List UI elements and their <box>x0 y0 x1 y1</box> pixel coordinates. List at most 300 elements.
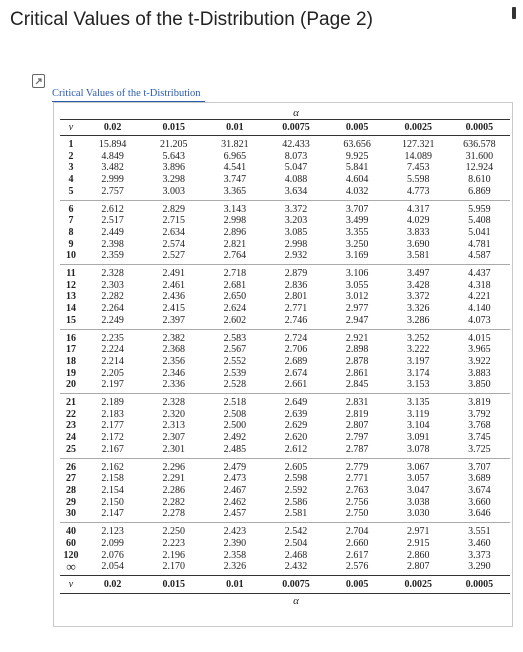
value-cell: 2.998 <box>284 238 308 250</box>
value-cell: 3.355 <box>345 226 369 238</box>
value-cell: 2.264 <box>101 303 124 315</box>
column-header: 0.02 <box>82 120 143 136</box>
value-cell: 2.624 <box>223 303 247 315</box>
value-cell: 3.298 <box>162 174 185 186</box>
value-cell: 5.959 <box>468 203 491 215</box>
value-cell: 4.088 <box>284 174 308 186</box>
value-cell: 2.971 <box>406 526 430 538</box>
value-cell: 3.038 <box>406 496 430 508</box>
value-cell: 42.433 <box>282 139 310 150</box>
table-row <box>60 485 510 497</box>
value-cell: 2.346 <box>162 367 185 379</box>
row-group <box>60 136 510 201</box>
value-cell: 21.205 <box>159 139 188 150</box>
value-cell: 2.674 <box>284 367 308 379</box>
value-cell: 2.457 <box>204 508 265 522</box>
df-cell: 120 <box>63 549 79 561</box>
value-cell: 2.527 <box>143 250 204 264</box>
df-cell: 16 <box>66 332 77 344</box>
value-cell: 2.998 <box>223 215 247 227</box>
value-cell: 5.598 <box>406 174 430 186</box>
value-cell: 2.197 <box>82 379 143 393</box>
value-cell: 2.746 <box>265 315 326 329</box>
df-cell: 15 <box>60 315 82 329</box>
value-cell: 3.646 <box>449 508 510 522</box>
value-cell: 4.318 <box>468 279 491 291</box>
table-row <box>60 303 510 315</box>
value-cell: 2.861 <box>345 367 369 379</box>
value-cell: 2.461 <box>162 279 185 291</box>
row-group <box>60 200 510 265</box>
value-cell: 2.423 <box>223 526 247 538</box>
df-cell: 29 <box>66 496 77 508</box>
column-header: 0.015 <box>143 120 204 136</box>
value-cell: 2.650 <box>223 291 247 303</box>
df-cell: 27 <box>66 473 77 485</box>
value-cell: 2.629 <box>284 420 308 432</box>
value-cell: 2.397 <box>143 315 204 329</box>
value-cell: 2.807 <box>388 561 449 575</box>
value-cell: 2.829 <box>162 203 185 215</box>
value-cell: 3.373 <box>468 549 491 561</box>
value-cell: 3.047 <box>406 484 430 496</box>
value-cell: 2.689 <box>284 355 308 367</box>
value-cell: 2.639 <box>284 408 308 420</box>
value-cell: 3.365 <box>204 186 265 200</box>
value-cell: 2.170 <box>143 561 204 575</box>
value-cell: 15.894 <box>98 139 127 150</box>
value-cell: 2.634 <box>162 226 185 238</box>
df-cell: 14 <box>66 303 77 315</box>
expand-icon[interactable] <box>32 74 45 88</box>
value-cell: 2.576 <box>327 561 388 575</box>
df-cell: 8 <box>68 226 74 238</box>
df-cell: 23 <box>66 420 77 432</box>
value-cell: 4.032 <box>327 186 388 200</box>
df-cell: 24 <box>66 432 77 444</box>
df-cell: 19 <box>66 367 77 379</box>
value-cell: 2.586 <box>284 496 308 508</box>
value-cell: 3.078 <box>388 444 449 458</box>
column-header: 0.0005 <box>449 120 510 136</box>
value-cell: 2.845 <box>327 379 388 393</box>
value-cell: 2.492 <box>223 432 247 444</box>
value-cell: 2.602 <box>204 315 265 329</box>
column-footer-row <box>60 575 510 593</box>
value-cell: 2.462 <box>223 496 247 508</box>
row-group <box>60 265 510 330</box>
value-cell: 2.158 <box>101 473 124 485</box>
value-cell: 3.286 <box>388 315 449 329</box>
value-cell: 2.528 <box>204 379 265 393</box>
df-cell: 21 <box>66 397 77 409</box>
df-cell: 1 <box>68 139 74 150</box>
value-cell: 2.860 <box>406 549 430 561</box>
value-cell: 6.965 <box>223 150 247 162</box>
df-cell: 26 <box>66 461 77 473</box>
value-cell: 2.831 <box>345 397 369 409</box>
value-cell: 2.764 <box>204 250 265 264</box>
value-cell: 2.605 <box>284 461 308 473</box>
table-row <box>60 329 510 344</box>
table-row <box>60 356 510 368</box>
value-cell: 2.223 <box>162 537 185 549</box>
value-cell: 31.821 <box>221 139 249 150</box>
table-row <box>60 550 510 562</box>
value-cell: 5.047 <box>284 162 308 174</box>
value-cell: 4.587 <box>449 250 510 264</box>
column-header: 0.0025 <box>388 120 449 136</box>
value-cell: 63.656 <box>343 139 371 150</box>
value-cell: 3.850 <box>449 379 510 393</box>
value-cell: 2.183 <box>101 408 124 420</box>
value-cell: 3.197 <box>406 355 430 367</box>
value-cell: 2.214 <box>101 355 124 367</box>
value-cell: 3.460 <box>468 537 491 549</box>
table-row <box>60 162 510 174</box>
value-cell: 2.821 <box>223 238 247 250</box>
value-cell: 3.091 <box>406 432 430 444</box>
value-cell: 2.307 <box>162 432 185 444</box>
value-cell: 2.539 <box>223 367 247 379</box>
value-cell: 2.278 <box>143 508 204 522</box>
column-footer: 0.0075 <box>265 575 326 593</box>
value-cell: 2.224 <box>101 344 124 356</box>
value-cell: 4.221 <box>468 291 491 303</box>
df-cell: 12 <box>66 279 77 291</box>
table-row <box>60 432 510 444</box>
value-cell: 4.781 <box>468 238 491 250</box>
value-cell: 2.581 <box>265 508 326 522</box>
value-cell: 3.660 <box>468 496 491 508</box>
value-cell: 2.286 <box>162 484 185 496</box>
value-cell: 3.372 <box>284 203 308 215</box>
value-cell: 2.898 <box>345 344 369 356</box>
value-cell: 2.598 <box>284 473 308 485</box>
value-cell: 2.757 <box>82 186 143 200</box>
value-cell: 3.792 <box>468 408 491 420</box>
value-cell: 2.154 <box>101 484 124 496</box>
value-cell: 2.491 <box>162 268 185 280</box>
table-row <box>60 291 510 303</box>
value-cell: 2.301 <box>143 444 204 458</box>
df-cell: 6 <box>68 203 74 215</box>
df-cell: 30 <box>60 508 82 522</box>
value-cell: 2.706 <box>284 344 308 356</box>
value-cell: 2.771 <box>284 303 308 315</box>
value-cell: 2.583 <box>223 332 247 344</box>
value-cell: 4.437 <box>468 268 491 280</box>
table-row <box>60 215 510 227</box>
value-cell: 31.600 <box>465 150 494 162</box>
df-cell: 60 <box>66 537 77 549</box>
value-cell: 4.317 <box>406 203 430 215</box>
value-cell: 2.617 <box>345 549 369 561</box>
value-cell: 2.947 <box>327 315 388 329</box>
value-cell: 3.581 <box>388 250 449 264</box>
column-footer: 0.01 <box>204 575 265 593</box>
value-cell: 636.578 <box>463 139 496 150</box>
row-group <box>60 329 510 394</box>
column-header: 0.005 <box>327 120 388 136</box>
value-cell: 3.497 <box>406 268 430 280</box>
table-row <box>60 344 510 356</box>
value-cell: 3.106 <box>345 268 369 280</box>
value-cell: 2.756 <box>345 496 369 508</box>
value-cell: 2.368 <box>162 344 185 356</box>
value-cell: 2.797 <box>345 432 369 444</box>
table-row <box>60 409 510 421</box>
value-cell: 3.833 <box>406 226 430 238</box>
value-cell: 3.222 <box>406 344 430 356</box>
value-cell: 3.551 <box>468 526 491 538</box>
value-cell: 2.771 <box>345 473 369 485</box>
value-cell: 3.965 <box>468 344 491 356</box>
value-cell: 3.104 <box>406 420 430 432</box>
table-row <box>60 420 510 432</box>
value-cell: 2.196 <box>162 549 185 561</box>
value-cell: 2.150 <box>101 496 124 508</box>
value-cell: 2.099 <box>101 537 124 549</box>
value-cell: 3.153 <box>388 379 449 393</box>
value-cell: 6.869 <box>449 186 510 200</box>
value-cell: 14.089 <box>404 150 432 162</box>
value-cell: 2.473 <box>223 473 247 485</box>
value-cell: 5.643 <box>162 150 185 162</box>
table-row <box>60 473 510 485</box>
value-cell: 4.604 <box>345 174 369 186</box>
value-cell: 2.076 <box>101 549 124 561</box>
value-cell: 3.085 <box>284 226 308 238</box>
table-row <box>60 444 510 458</box>
value-cell: 2.542 <box>284 526 308 538</box>
value-cell: 2.649 <box>284 397 308 409</box>
value-cell: 2.574 <box>162 238 185 250</box>
df-cell: 13 <box>66 291 77 303</box>
value-cell: 2.801 <box>284 291 308 303</box>
value-cell: 3.819 <box>468 397 491 409</box>
value-cell: 3.482 <box>101 162 124 174</box>
value-cell: 2.177 <box>101 420 124 432</box>
value-cell: 2.172 <box>101 432 124 444</box>
value-cell: 2.819 <box>345 408 369 420</box>
value-cell: 3.499 <box>345 215 369 227</box>
value-cell: 7.453 <box>406 162 430 174</box>
value-cell: 3.922 <box>468 355 491 367</box>
value-cell: 2.320 <box>162 408 185 420</box>
value-cell: 3.707 <box>468 461 491 473</box>
df-cell: 5 <box>60 186 82 200</box>
value-cell: 3.252 <box>406 332 430 344</box>
df-cell: 2 <box>68 150 74 162</box>
value-cell: 4.773 <box>388 186 449 200</box>
value-cell: 2.336 <box>143 379 204 393</box>
value-cell: 2.313 <box>162 420 185 432</box>
table-row <box>60 265 510 280</box>
value-cell: 2.326 <box>204 561 265 575</box>
value-cell: 2.356 <box>162 355 185 367</box>
alpha-symbol: α <box>293 594 299 607</box>
value-cell: 2.508 <box>223 408 247 420</box>
alpha-footer-row <box>60 593 510 608</box>
table-row <box>60 227 510 239</box>
value-cell: 2.328 <box>162 397 185 409</box>
value-cell: 2.449 <box>101 226 124 238</box>
value-cell: 2.750 <box>327 508 388 522</box>
value-cell: 2.432 <box>265 561 326 575</box>
table-row <box>60 280 510 292</box>
column-header: 0.01 <box>204 120 265 136</box>
value-cell: 2.291 <box>162 473 185 485</box>
df-cell: 25 <box>60 444 82 458</box>
value-cell: 2.147 <box>82 508 143 522</box>
value-cell: 2.500 <box>223 420 247 432</box>
df-cell: 40 <box>66 526 77 538</box>
value-cell: 2.661 <box>265 379 326 393</box>
value-cell: 2.205 <box>101 367 124 379</box>
alpha-symbol: α <box>293 107 299 119</box>
alpha-header-row <box>60 107 510 120</box>
value-cell: 4.015 <box>468 332 491 344</box>
value-cell: 2.836 <box>284 279 308 291</box>
column-footer: 0.0005 <box>449 575 510 593</box>
value-cell: 2.915 <box>406 537 430 549</box>
value-cell: 12.924 <box>465 162 494 174</box>
value-cell: 3.169 <box>327 250 388 264</box>
value-cell: 3.372 <box>406 291 430 303</box>
table-row <box>60 561 510 575</box>
value-cell: 3.057 <box>406 473 430 485</box>
table-row <box>60 538 510 550</box>
df-cell: 11 <box>66 268 76 280</box>
value-cell: 2.977 <box>345 303 369 315</box>
table-row <box>60 315 510 329</box>
value-cell: 2.296 <box>162 461 185 473</box>
value-cell: 2.567 <box>223 344 247 356</box>
value-cell: 3.290 <box>449 561 510 575</box>
value-cell: 2.328 <box>101 268 124 280</box>
value-cell: 3.690 <box>406 238 430 250</box>
value-cell: 127.321 <box>401 139 435 150</box>
table-row <box>60 379 510 393</box>
value-cell: 2.162 <box>101 461 124 473</box>
column-footer: 0.02 <box>82 575 143 593</box>
value-cell: 3.055 <box>345 279 369 291</box>
value-cell: 3.883 <box>468 367 491 379</box>
value-cell: 4.849 <box>101 150 124 162</box>
value-cell: 3.747 <box>223 174 247 186</box>
value-cell: 2.612 <box>265 444 326 458</box>
column-footer: 0.015 <box>143 575 204 593</box>
value-cell: 8.073 <box>284 150 308 162</box>
critical-values-table <box>60 107 510 608</box>
value-cell: 3.725 <box>449 444 510 458</box>
value-cell: 2.398 <box>101 238 124 250</box>
scroll-marker-icon <box>512 7 516 19</box>
value-cell: 2.932 <box>265 250 326 264</box>
value-cell: 3.250 <box>345 238 369 250</box>
value-cell: 2.235 <box>101 332 124 344</box>
value-cell: 2.468 <box>284 549 308 561</box>
value-cell: 3.674 <box>468 484 491 496</box>
df-cell: ∞ <box>60 561 82 575</box>
df-cell: 22 <box>66 408 77 420</box>
value-cell: 2.518 <box>223 397 247 409</box>
value-cell: 2.249 <box>82 315 143 329</box>
value-cell: 2.189 <box>101 397 124 409</box>
value-cell: 2.358 <box>223 549 247 561</box>
df-cell: 28 <box>66 484 77 496</box>
value-cell: 4.541 <box>223 162 247 174</box>
value-cell: 2.807 <box>345 420 369 432</box>
table-caption: Critical Values of the t-Distribution <box>52 88 205 102</box>
value-cell: 3.003 <box>143 186 204 200</box>
table-row <box>60 523 510 538</box>
value-cell: 3.012 <box>345 291 369 303</box>
value-cell: 3.896 <box>162 162 185 174</box>
df-footer: v <box>60 575 82 593</box>
column-header: 0.0075 <box>265 120 326 136</box>
value-cell: 3.119 <box>407 408 430 420</box>
value-cell: 2.704 <box>345 526 369 538</box>
value-cell: 2.715 <box>162 215 185 227</box>
value-cell: 2.504 <box>284 537 308 549</box>
value-cell: 3.174 <box>406 367 430 379</box>
df-cell: 20 <box>60 379 82 393</box>
value-cell: 2.612 <box>101 203 124 215</box>
value-cell: 2.390 <box>223 537 247 549</box>
value-cell: 2.552 <box>223 355 247 367</box>
table-row <box>60 136 510 151</box>
value-cell: 3.203 <box>284 215 308 227</box>
value-cell: 2.879 <box>284 268 308 280</box>
value-cell: 2.282 <box>162 496 185 508</box>
table-row <box>60 497 510 509</box>
df-cell: 7 <box>68 215 74 227</box>
value-cell: 2.787 <box>327 444 388 458</box>
value-cell: 3.067 <box>406 461 430 473</box>
value-cell: 2.921 <box>345 332 369 344</box>
value-cell: 4.140 <box>468 303 491 315</box>
value-cell: 2.123 <box>101 526 124 538</box>
value-cell: 2.054 <box>82 561 143 575</box>
value-cell: 3.143 <box>223 203 247 215</box>
row-group <box>60 523 510 576</box>
row-group <box>60 394 510 459</box>
table-row <box>60 200 510 215</box>
df-cell: 4 <box>68 174 74 186</box>
value-cell: 4.073 <box>449 315 510 329</box>
value-cell: 3.745 <box>468 432 491 444</box>
df-cell: 18 <box>66 355 77 367</box>
df-cell: 10 <box>60 250 82 264</box>
value-cell: 9.925 <box>345 150 369 162</box>
value-cell: 3.768 <box>468 420 491 432</box>
value-cell: 3.707 <box>345 203 369 215</box>
value-cell: 3.030 <box>388 508 449 522</box>
critical-values-table-container <box>60 107 510 608</box>
value-cell: 2.382 <box>162 332 185 344</box>
value-cell: 2.724 <box>284 332 308 344</box>
table-row <box>60 186 510 200</box>
df-header: v <box>60 120 82 136</box>
page-title: Critical Values of the t-Distribution (Page 2) <box>10 9 373 30</box>
value-cell: 2.517 <box>101 215 124 227</box>
value-cell: 3.689 <box>468 473 491 485</box>
value-cell: 5.408 <box>468 215 491 227</box>
value-cell: 2.479 <box>223 461 247 473</box>
df-cell: 9 <box>68 238 74 250</box>
